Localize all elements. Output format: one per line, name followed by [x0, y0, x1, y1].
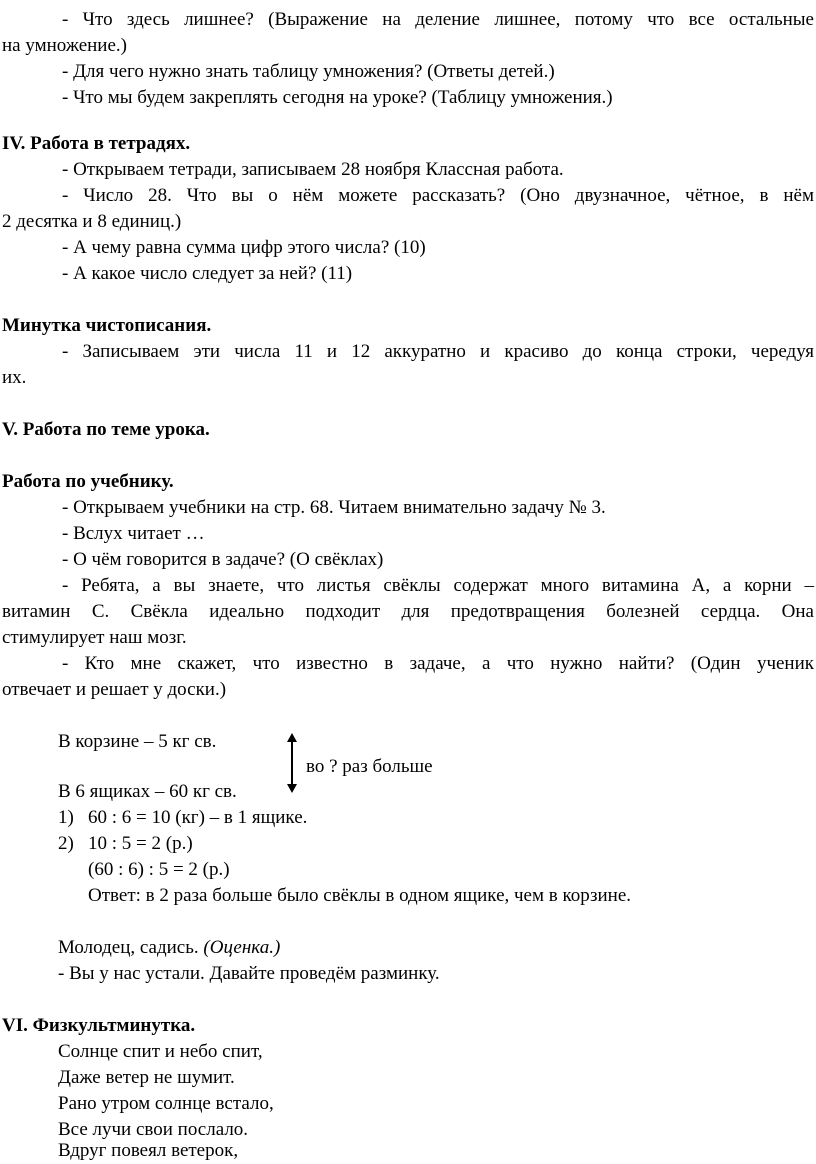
- section-heading-iv: IV. Работа в тетрадях.: [2, 133, 191, 154]
- text-line: - Для чего нужно знать таблицу умножения? (Ответы детей.): [62, 61, 555, 82]
- text-line: - Открываем учебники на стр. 68. Читаем внимательно задачу № 3.: [62, 497, 606, 518]
- text-line: их.: [2, 367, 27, 388]
- subsection-heading: Минутка чистописания.: [2, 315, 212, 336]
- task-condition: В корзине – 5 кг св.: [58, 731, 217, 752]
- text-line: - Вслух читает …: [62, 523, 205, 544]
- text-line: - Кто мне скажет, что известно в задаче, а что нужно найти? (Один ученик: [62, 653, 814, 674]
- text-line: на умножение.): [2, 35, 127, 56]
- task-question: во ? раз больше: [306, 756, 433, 777]
- text-line: - Ребята, а вы знаете, что листья свёклы содержат много витамина А, а корни –: [62, 575, 814, 596]
- section-heading-v: V. Работа по теме урока.: [2, 419, 210, 440]
- text-line: - Что здесь лишнее? (Выражение на деление лишнее, потому что все остальные: [62, 9, 814, 30]
- text-line: - А чему равна сумма цифр этого числа? (10): [62, 237, 426, 258]
- subsection-heading: Работа по учебнику.: [2, 471, 174, 492]
- poem-line: Все лучи свои послало.: [58, 1119, 249, 1140]
- text-line: 2 десятка и 8 единиц.): [2, 211, 182, 232]
- section-heading-vi: VI. Физкультминутка.: [2, 1015, 196, 1036]
- text-line: - А какое число следует за ней? (11): [62, 263, 353, 284]
- solution-answer: Ответ: в 2 раза больше было свёклы в одном ящике, чем в корзине.: [88, 885, 632, 906]
- praise-line: [58, 935, 280, 961]
- text-line: стимулирует наш мозг.: [2, 627, 187, 648]
- solution-step: 10 : 5 = 2 (р.): [88, 833, 193, 854]
- text-line: отвечает и решает у доски.): [2, 679, 227, 700]
- poem-line: Вдруг повеял ветерок,: [58, 1140, 239, 1161]
- solution-step: (60 : 6) : 5 = 2 (р.): [88, 859, 230, 880]
- text-line: - Что мы будем закреплять сегодня на уроке? (Таблицу умножения.): [62, 87, 613, 108]
- step-number: 1): [58, 807, 74, 828]
- text-line: - Записываем эти числа 11 и 12 аккуратно и красиво до конца строки, чередуя: [62, 341, 814, 362]
- text-line: - Число 28. Что вы о нём можете рассказать? (Оно двузначное, чётное, в нём: [62, 185, 814, 206]
- text-line: - Открываем тетради, записываем 28 ноября Классная работа.: [62, 159, 564, 180]
- text-line: - О чём говорится в задаче? (О свёклах): [62, 549, 384, 570]
- solution-step: 60 : 6 = 10 (кг) – в 1 ящике.: [88, 807, 308, 828]
- task-condition: В 6 ящиках – 60 кг св.: [58, 781, 237, 802]
- poem-line: Солнце спит и небо спит,: [58, 1041, 263, 1062]
- text-line: - Вы у нас устали. Давайте проведём разминку.: [58, 963, 440, 984]
- text-line: витамин С. Свёкла идеально подходит для предотвращения болезней сердца. Она: [2, 601, 814, 622]
- poem-line: Даже ветер не шумит.: [58, 1067, 235, 1088]
- praise-text: Молодец, садись.: [58, 937, 199, 958]
- step-number: 2): [58, 833, 74, 854]
- poem-line: Рано утром солнце встало,: [58, 1093, 274, 1114]
- grade-note: (Оценка.): [203, 937, 281, 958]
- double-arrow-icon: [284, 733, 300, 793]
